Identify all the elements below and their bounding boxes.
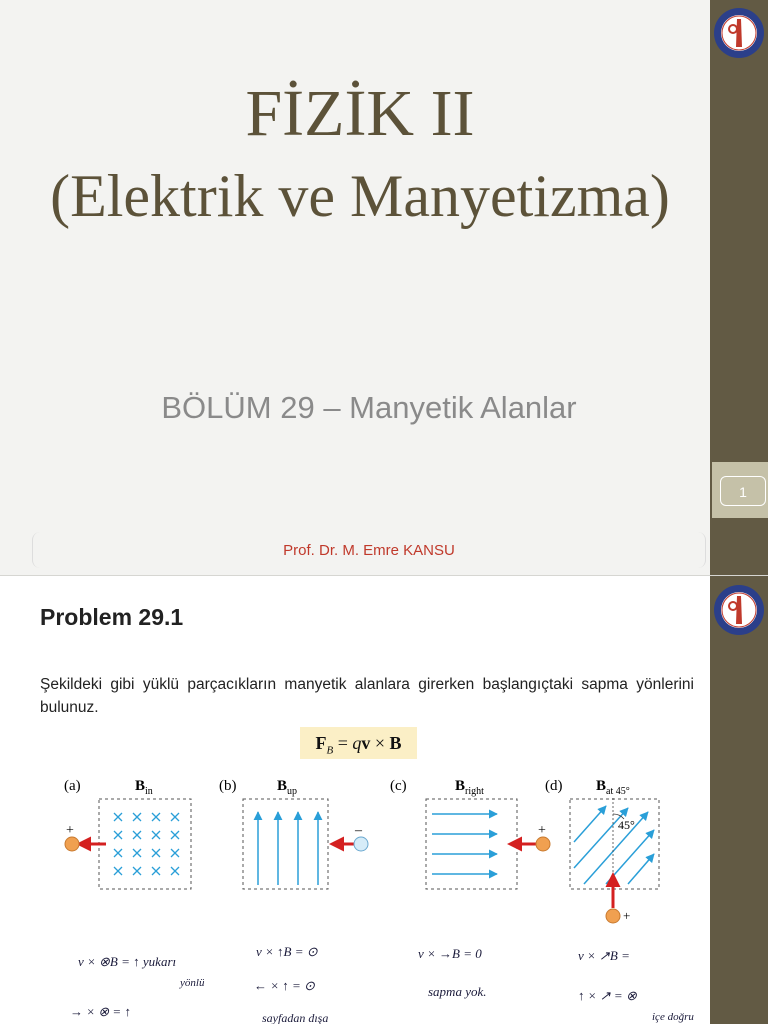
panel-label-a: (a) [64,778,81,794]
note-c-line1: v × →B = 0 [418,946,482,961]
note-d-line1: v × ↗B = [578,948,630,963]
field-cross-mark [114,813,122,821]
panel-label-c: (c) [390,778,407,794]
particle-d [606,909,620,923]
note-d-line2: ↑ × ↗ = ⊗ [578,988,637,1003]
field-cross-mark [114,849,122,857]
field-cross-mark [152,813,160,821]
note-a-line2: → × ⊗ = ↑ [70,1004,131,1019]
note-b-line3: sayfadan dışa [262,1011,329,1024]
field-cross-mark [114,867,122,875]
field-lines-diagonal [574,806,654,884]
field-region-a [99,799,191,889]
field-cross-mark [133,813,141,821]
field-cross-mark [171,813,179,821]
field-region-c [426,799,517,889]
problem-title: Problem 29.1 [40,604,184,630]
charge-d: + [623,908,631,923]
note-c-line2: sapma yok. [428,984,487,999]
slide-subtitle-course: (Elektrik ve Manyetizma) [50,163,670,229]
note-b-line2: ← × ↑ = ⊙ [254,978,315,993]
field-region-b [243,799,328,889]
particle-b [354,837,368,851]
slide-title: FİZİK II [245,77,475,150]
author-name: Prof. Dr. M. Emre KANSU [283,542,455,559]
field-label-a: $B_{in}$ [135,778,153,797]
problem-text: Şekildeki gibi yüklü parçacıkların manyetik alanlara girerken başlangıçtaki sapma yönlerini bulunuz. [40,676,694,716]
university-logo-icon [713,584,765,636]
field-cross-mark [114,831,122,839]
university-logo-icon [713,7,765,59]
field-into-page-crosses [114,813,179,875]
field-cross-mark [133,831,141,839]
sidebar-bar [710,576,768,1024]
field-label-c: $B_{right}$ [455,778,484,797]
note-d-line3: içe doğru [652,1011,694,1023]
particle-c [536,837,550,851]
note-a-line1b: yönlü [180,977,205,989]
field-label-d: $B_{at 45^\circ}$ [596,778,630,797]
angle-label-d: 45° [618,818,635,832]
note-a-line1: v × ⊗B = ↑ yukarı [78,954,177,969]
charge-b: – [355,823,362,838]
charge-c: + [538,823,546,838]
lorentz-formula: $F_B$ = qv × B [300,727,417,759]
chapter-title: BÖLÜM 29 – Manyetik Alanlar [161,390,577,425]
field-label-b: $B_{up}$ [277,778,298,797]
particle-a [65,837,79,851]
field-cross-mark [171,831,179,839]
field-lines-right [432,814,497,874]
panel-label-d: (d) [545,778,563,794]
field-cross-mark [171,849,179,857]
field-cross-mark [152,831,160,839]
field-cross-mark [133,849,141,857]
note-b-line1: v × ↑B = ⊙ [256,944,318,959]
field-cross-mark [171,867,179,875]
charge-a: + [66,823,74,838]
field-lines-up [258,812,318,885]
field-cross-mark [152,849,160,857]
field-cross-mark [152,867,160,875]
page-number: 1 [720,476,766,506]
panel-label-b: (b) [219,778,237,794]
magnetic-field-figure [0,768,710,1024]
field-cross-mark [133,867,141,875]
